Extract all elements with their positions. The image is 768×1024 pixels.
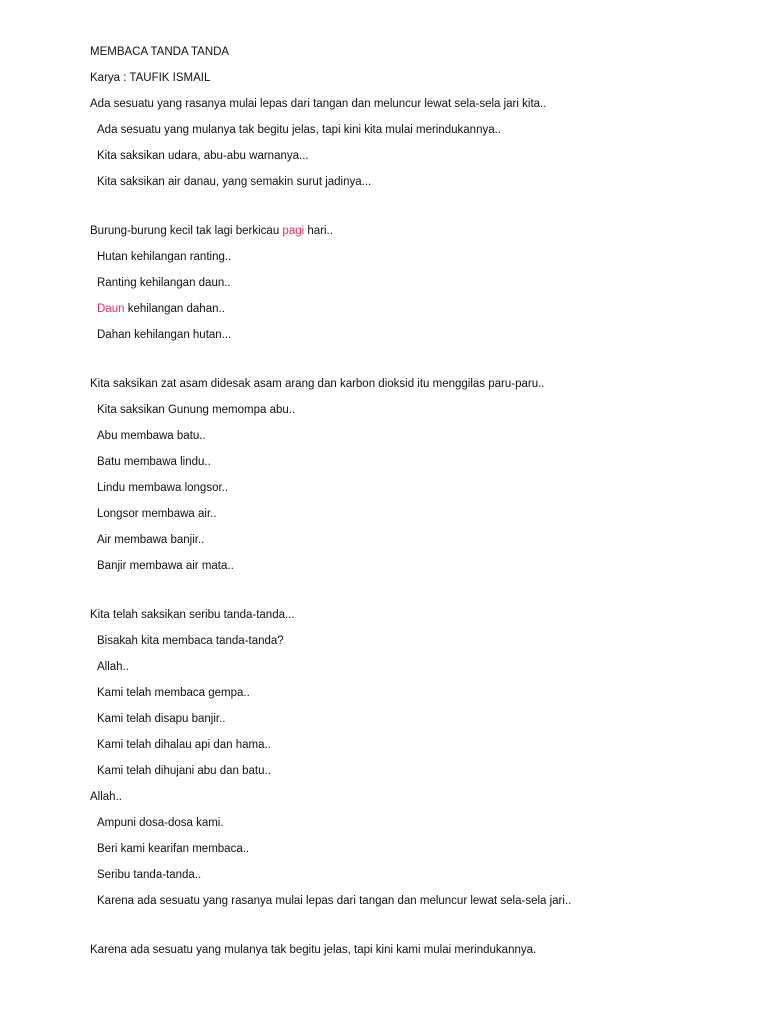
poem-line: Air membawa banjir.. xyxy=(97,534,205,546)
poem-line: Kita saksikan zat asam didesak asam arang dan karbon dioksid itu menggilas paru-paru.. xyxy=(90,378,545,390)
poem-line-text: Burung-burung kecil tak lagi berkicau xyxy=(90,225,283,237)
poem-line: Batu membawa lindu.. xyxy=(97,456,211,468)
poem-line: Kita saksikan air danau, yang semakin surut jadinya... xyxy=(97,176,372,188)
poem-line: Allah.. xyxy=(97,661,129,673)
poem-line: Longsor membawa air.. xyxy=(97,508,217,520)
poem-line: Kita telah saksikan seribu tanda-tanda... xyxy=(90,609,295,621)
poem-line: Kita saksikan Gunung memompa abu.. xyxy=(97,404,296,416)
poem-line: Dahan kehilangan hutan... xyxy=(97,329,232,341)
poem-line xyxy=(90,224,333,238)
poem-line: Ranting kehilangan daun.. xyxy=(97,277,231,289)
poem-line-text: kehilangan dahan.. xyxy=(124,303,225,315)
highlighted-word: pagi xyxy=(282,225,305,237)
poem-line: Karena ada sesuatu yang mulanya tak begitu jelas, tapi kini kami mulai merindukannya. xyxy=(90,944,537,956)
poem-line: Ada sesuatu yang mulanya tak begitu jelas, tapi kini kita mulai merindukannya.. xyxy=(97,124,502,136)
poem-line: Allah.. xyxy=(90,791,122,803)
poem-author: Karya : TAUFIK ISMAIL xyxy=(90,72,211,84)
poem-line: Kita saksikan udara, abu-abu warnanya... xyxy=(97,150,309,162)
poem-line: Hutan kehilangan ranting.. xyxy=(97,251,232,263)
poem-line: Bisakah kita membaca tanda-tanda? xyxy=(97,635,284,647)
poem-line-text: hari.. xyxy=(304,225,333,237)
poem-line: Beri kami kearifan membaca.. xyxy=(97,843,250,855)
poem-line: Banjir membawa air mata.. xyxy=(97,560,234,572)
poem-line: Abu membawa batu.. xyxy=(97,430,206,442)
poem-line: Ada sesuatu yang rasanya mulai lepas dari tangan dan meluncur lewat sela-sela jari kita.. xyxy=(90,98,547,110)
poem-line: Ampuni dosa-dosa kami. xyxy=(97,817,224,829)
poem-line: Kami telah membaca gempa.. xyxy=(97,687,250,699)
highlighted-word: Daun xyxy=(97,303,125,315)
poem-line: Kami telah dihalau api dan hama.. xyxy=(97,739,271,751)
poem-line: Lindu membawa longsor.. xyxy=(97,482,229,494)
poem-line xyxy=(97,302,225,316)
poem-line: Seribu tanda-tanda.. xyxy=(97,869,202,881)
poem-title: MEMBACA TANDA TANDA xyxy=(90,46,230,58)
poem-line: Kami telah disapu banjir.. xyxy=(97,713,226,725)
poem-line: Karena ada sesuatu yang rasanya mulai lepas dari tangan dan meluncur lewat sela-sela jari.. xyxy=(97,895,572,907)
poem-line: Kami telah dihujani abu dan batu.. xyxy=(97,765,271,777)
